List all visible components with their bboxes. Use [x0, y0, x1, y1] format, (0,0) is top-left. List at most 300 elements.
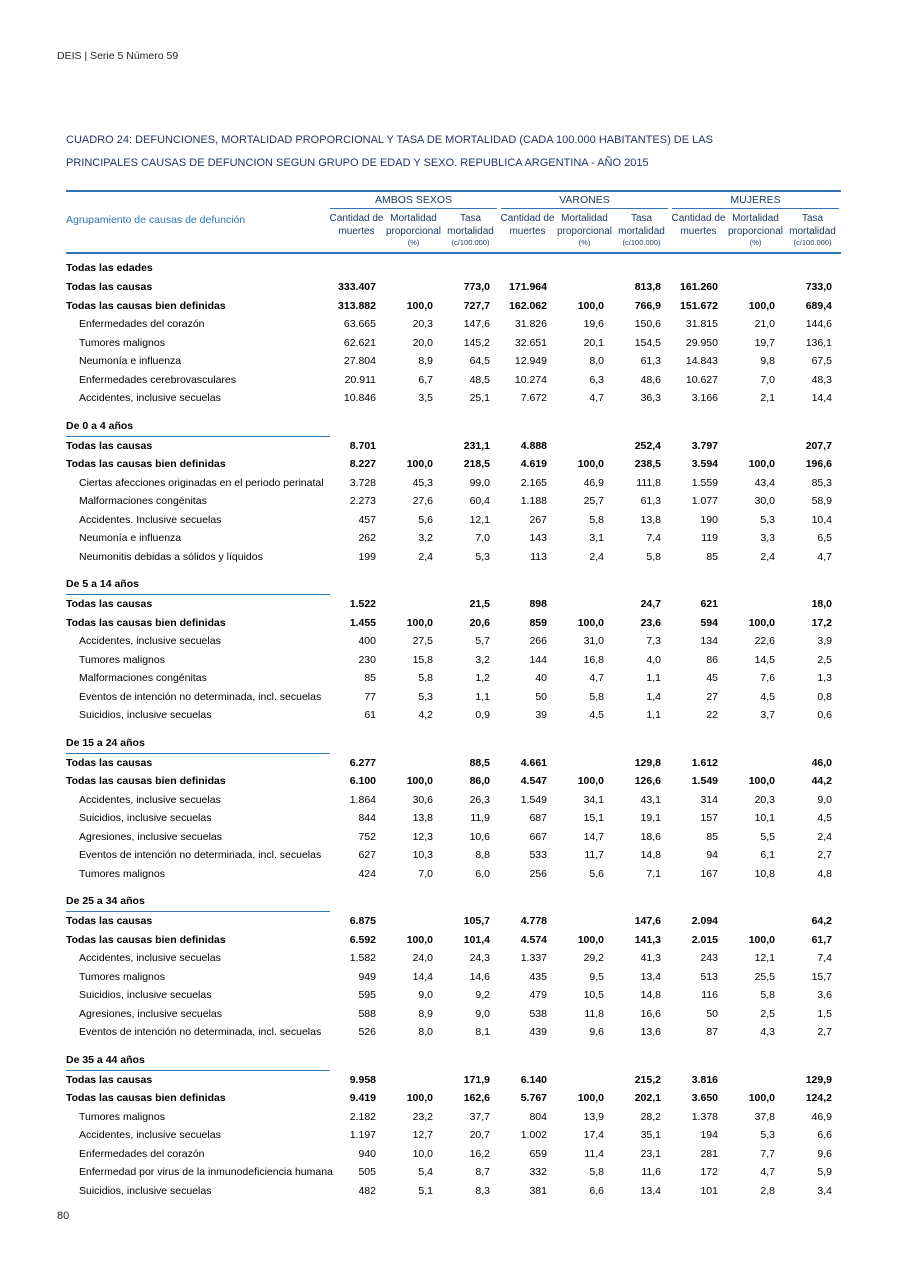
cell-value: 2,4 — [418, 550, 433, 563]
cell-value: 2,8 — [760, 1184, 775, 1197]
cell-value: 3,2 — [475, 653, 490, 666]
cell-value: 526 — [358, 1026, 376, 1039]
cell-value: 27,5 — [412, 635, 433, 648]
cell-value: 100,0 — [577, 1092, 604, 1105]
cell-value: 9,2 — [475, 989, 490, 1002]
cell-value: 14.843 — [685, 355, 718, 368]
cell-value: 256 — [529, 867, 547, 880]
cell-value: 101 — [700, 1184, 718, 1197]
cell-value: 1,5 — [817, 1007, 832, 1020]
cell-value: 482 — [358, 1184, 376, 1197]
table-title — [66, 129, 713, 175]
cell-value: 804 — [529, 1110, 547, 1123]
row-label: Suicidios, inclusive secuelas — [79, 709, 212, 722]
cell-value: 11,9 — [470, 812, 490, 825]
cell-value: 105,7 — [463, 915, 490, 928]
cell-value: 5,8 — [760, 989, 775, 1002]
cell-value: 24,0 — [412, 952, 433, 965]
cell-value: 9.419 — [349, 1092, 376, 1105]
cell-value: 161.260 — [680, 281, 718, 294]
table-row — [66, 846, 841, 865]
cell-value: 313.882 — [338, 299, 376, 312]
row-label: Enfermedades cerebrovasculares — [79, 373, 236, 386]
cell-value: 1.522 — [349, 598, 376, 611]
section-title: De 0 a 4 años — [66, 418, 330, 437]
table-row — [66, 455, 841, 474]
cell-value: 10.627 — [685, 373, 718, 386]
cell-value: 113 — [530, 550, 547, 563]
cell-value: 1,1 — [646, 672, 661, 685]
cell-value: 8,8 — [475, 849, 490, 862]
cell-value: 19,1 — [640, 812, 661, 825]
row-label: Todas las causas bien definidas — [66, 616, 226, 629]
cell-value: 40 — [535, 672, 547, 685]
cell-value: 381 — [529, 1184, 547, 1197]
cell-value: 67,5 — [811, 355, 832, 368]
row-label: Eventos de intención no determinada, incl. secuelas — [79, 690, 322, 703]
cell-value: 9,8 — [760, 355, 775, 368]
row-label: Tumores malignos — [79, 867, 165, 880]
cell-value: 61,3 — [640, 355, 661, 368]
cell-value: 25,5 — [754, 970, 775, 983]
row-label: Todas las causas — [66, 439, 153, 452]
table-row — [66, 511, 841, 530]
cell-value: 100,0 — [748, 299, 775, 312]
cell-value: 37,8 — [754, 1110, 775, 1123]
cell-value: 4,2 — [418, 709, 433, 722]
table-row — [66, 772, 841, 791]
cell-value: 20,3 — [412, 318, 433, 331]
cell-value: 147,6 — [634, 915, 661, 928]
cell-value: 15,8 — [412, 653, 433, 666]
cell-value: 14,6 — [469, 970, 490, 983]
table-row — [66, 828, 841, 847]
cell-value: 196,6 — [805, 458, 832, 471]
cell-value: 5,3 — [760, 513, 775, 526]
cell-value: 100,0 — [406, 458, 433, 471]
cell-value: 14,5 — [754, 653, 775, 666]
cell-value: 1.549 — [691, 775, 718, 788]
cell-value: 129,9 — [805, 1073, 832, 1086]
cell-value: 2,7 — [817, 849, 832, 862]
table-row — [66, 688, 841, 707]
row-label: Todas las causas — [66, 598, 153, 611]
cell-value: 8,9 — [418, 1007, 433, 1020]
table-row — [66, 809, 841, 828]
table-row — [66, 1145, 841, 1164]
cell-value: 5,7 — [475, 635, 490, 648]
row-label: Todas las causas bien definidas — [66, 1092, 226, 1105]
cell-value: 9,0 — [817, 793, 832, 806]
cell-value: 3,2 — [418, 532, 433, 545]
cell-value: 12,1 — [754, 952, 775, 965]
row-label: Malformaciones congénitas — [79, 672, 207, 685]
cell-value: 64,5 — [469, 355, 490, 368]
column-header-tasa: Tasa mortalidad (c/100.000) — [789, 213, 836, 247]
cell-value: 20.911 — [344, 373, 376, 386]
cell-value: 2,7 — [817, 1026, 832, 1039]
cell-value: 61,3 — [640, 495, 661, 508]
cell-value: 94 — [706, 849, 718, 862]
cell-value: 12,7 — [412, 1129, 433, 1142]
cell-value: 19,7 — [754, 336, 775, 349]
cell-value: 18,0 — [811, 598, 832, 611]
row-label: Accidentes, inclusive secuelas — [79, 392, 221, 405]
cell-value: 13,6 — [640, 1026, 661, 1039]
cell-value: 940 — [358, 1147, 376, 1160]
cell-value: 1,2 — [475, 672, 490, 685]
cell-value: 5,8 — [589, 1166, 604, 1179]
cell-value: 6,7 — [418, 373, 433, 386]
cell-value: 77 — [364, 690, 376, 703]
cell-value: 10,4 — [811, 513, 832, 526]
cell-value: 11,4 — [584, 1147, 604, 1160]
row-label: Enfermedad por virus de la inmunodeficiencia humana — [79, 1166, 333, 1179]
cell-value: 6.140 — [520, 1073, 547, 1086]
cell-value: 6,6 — [589, 1184, 604, 1197]
cell-value: 14,4 — [811, 392, 832, 405]
cell-value: 150,6 — [634, 318, 661, 331]
column-header-tasa: Tasa mortalidad (c/100.000) — [618, 213, 665, 247]
cell-value: 10,6 — [469, 830, 490, 843]
column-header-mortalidad-proporcional: Mortalidad proporcional (%) — [556, 213, 613, 247]
cell-value: 144 — [529, 653, 547, 666]
group-header-spacer — [66, 192, 328, 209]
cell-value: 172 — [700, 1166, 718, 1179]
cell-value: 4.619 — [520, 458, 547, 471]
row-label: Eventos de intención no determinada, incl. secuelas — [79, 1026, 322, 1039]
cell-value: 17,4 — [583, 1129, 604, 1142]
cell-value: 86 — [706, 653, 718, 666]
cell-value: 23,2 — [412, 1110, 433, 1123]
row-label: Accidentes, inclusive secuelas — [79, 793, 221, 806]
group-header-ambos-sexos: AMBOS SEXOS — [330, 192, 497, 209]
cell-value: 22,6 — [754, 635, 775, 648]
row-label: Tumores malignos — [79, 653, 165, 666]
section-title: De 15 a 24 años — [66, 735, 330, 754]
table-row — [66, 1005, 841, 1024]
cell-value: 9,0 — [418, 989, 433, 1002]
row-label: Neumonía e influenza — [79, 355, 182, 368]
section-title: De 25 a 34 años — [66, 893, 330, 912]
cell-value: 243 — [700, 952, 718, 965]
cell-value: 10,8 — [754, 867, 775, 880]
row-header-label: Agrupamiento de causas de defunción — [66, 214, 246, 226]
cell-value: 5,1 — [418, 1184, 433, 1197]
cell-value: 11,7 — [584, 849, 604, 862]
cell-value: 100,0 — [577, 299, 604, 312]
cell-value: 16,2 — [469, 1147, 490, 1160]
cell-value: 332 — [529, 1166, 547, 1179]
cell-value: 533 — [529, 849, 547, 862]
cell-value: 145,2 — [463, 336, 490, 349]
table-row — [66, 931, 841, 950]
cell-value: 143 — [529, 532, 547, 545]
cell-value: 43,1 — [640, 793, 661, 806]
row-label: Eventos de intención no determinada, incl. secuelas — [79, 849, 322, 862]
cell-value: 100,0 — [577, 616, 604, 629]
cell-value: 171,9 — [463, 1073, 490, 1086]
table-row — [66, 968, 841, 987]
cell-value: 1.864 — [349, 793, 376, 806]
cell-value: 9,6 — [817, 1147, 832, 1160]
cell-value: 5,8 — [418, 672, 433, 685]
cell-value: 88,5 — [469, 756, 490, 769]
cell-value: 151.672 — [680, 299, 718, 312]
cell-value: 157 — [700, 812, 718, 825]
cell-value: 5,8 — [589, 513, 604, 526]
cell-value: 10.274 — [514, 373, 547, 386]
table-row — [66, 595, 841, 614]
cell-value: 22 — [706, 709, 718, 722]
cell-value: 46,9 — [811, 1110, 832, 1123]
cell-value: 231,1 — [463, 439, 490, 452]
cell-value: 85 — [364, 672, 376, 685]
row-label: Suicidios, inclusive secuelas — [79, 1184, 212, 1197]
cell-value: 6.100 — [349, 775, 376, 788]
table-row — [66, 614, 841, 633]
cell-value: 4.661 — [520, 756, 547, 769]
cell-value: 124,2 — [805, 1092, 832, 1105]
cell-value: 513 — [700, 970, 718, 983]
cell-value: 7,0 — [760, 373, 775, 386]
cell-value: 4,5 — [589, 709, 604, 722]
cell-value: 252,4 — [634, 439, 661, 452]
cell-value: 100,0 — [748, 775, 775, 788]
cell-value: 27,6 — [412, 495, 433, 508]
cell-value: 215,2 — [634, 1073, 661, 1086]
cell-value: 50 — [535, 690, 547, 703]
section-title: De 35 a 44 años — [66, 1052, 330, 1071]
cell-value: 15,1 — [583, 812, 604, 825]
cell-value: 11,8 — [584, 1007, 604, 1020]
cell-value: 194 — [700, 1129, 718, 1142]
cell-value: 63.665 — [343, 318, 376, 331]
cell-value: 2,4 — [589, 550, 604, 563]
table-row — [66, 437, 841, 456]
cell-value: 46,9 — [583, 476, 604, 489]
cell-value: 18,6 — [640, 830, 661, 843]
cell-value: 13,9 — [583, 1110, 604, 1123]
row-label: Todas las causas — [66, 281, 153, 294]
cell-value: 4.574 — [520, 933, 547, 946]
table-row — [66, 706, 841, 725]
cell-value: 17,2 — [811, 616, 832, 629]
cell-value: 627 — [358, 849, 376, 862]
row-label: Accidentes, inclusive secuelas — [79, 1129, 221, 1142]
table-row — [66, 1023, 841, 1042]
cell-value: 1.188 — [520, 495, 547, 508]
cell-value: 87 — [706, 1026, 718, 1039]
cell-value: 5,8 — [646, 550, 661, 563]
cell-value: 8,0 — [418, 1026, 433, 1039]
cell-value: 1.077 — [691, 495, 718, 508]
cell-value: 21,5 — [469, 598, 490, 611]
cell-value: 1.582 — [349, 952, 376, 965]
cell-value: 10,3 — [412, 849, 433, 862]
cell-value: 2,4 — [817, 830, 832, 843]
cell-value: 733,0 — [805, 281, 832, 294]
cell-value: 3,6 — [817, 989, 832, 1002]
cell-value: 20,7 — [469, 1129, 490, 1142]
cell-value: 58,9 — [811, 495, 832, 508]
cell-value: 333.407 — [338, 281, 376, 294]
cell-value: 100,0 — [577, 458, 604, 471]
table-row — [66, 1182, 841, 1201]
cell-value: 4.778 — [520, 915, 547, 928]
cell-value: 8,1 — [475, 1026, 490, 1039]
row-label: Tumores malignos — [79, 1110, 165, 1123]
cell-value: 167 — [700, 867, 718, 880]
table-row — [66, 1089, 841, 1108]
table-body — [66, 254, 841, 1200]
cell-value: 218,5 — [463, 458, 490, 471]
cell-value: 1.455 — [349, 616, 376, 629]
cell-value: 48,3 — [811, 373, 832, 386]
cell-value: 898 — [529, 598, 547, 611]
cell-value: 14,8 — [640, 989, 661, 1002]
cell-value: 4.888 — [520, 439, 547, 452]
table-row — [66, 492, 841, 511]
cell-value: 3.650 — [691, 1092, 718, 1105]
cell-value: 86,0 — [469, 775, 490, 788]
cell-value: 1.002 — [520, 1129, 547, 1142]
cell-value: 2,5 — [760, 1007, 775, 1020]
cell-value: 2,5 — [817, 653, 832, 666]
row-label: Todas las causas — [66, 1073, 153, 1086]
cell-value: 1.197 — [349, 1129, 376, 1142]
cell-value: 136,1 — [805, 336, 832, 349]
table-row — [66, 949, 841, 968]
cell-value: 119 — [701, 532, 718, 545]
table-column-header-row — [66, 209, 841, 254]
cell-value: 14,7 — [583, 830, 604, 843]
cell-value: 15,7 — [811, 970, 832, 983]
cell-value: 6,5 — [817, 532, 832, 545]
cell-value: 435 — [529, 970, 547, 983]
cell-value: 12,1 — [469, 513, 490, 526]
cell-value: 4,0 — [646, 653, 661, 666]
row-label: Ciertas afecciones originadas en el periodo perinatal — [79, 476, 324, 489]
table-row — [66, 548, 841, 567]
cell-value: 400 — [358, 635, 376, 648]
cell-value: 659 — [529, 1147, 547, 1160]
cell-value: 162.062 — [509, 299, 547, 312]
cell-value: 100,0 — [406, 775, 433, 788]
row-label: Neumonía e influenza — [79, 532, 182, 545]
cell-value: 85 — [706, 550, 718, 563]
row-label: Tumores malignos — [79, 970, 165, 983]
cell-value: 190 — [700, 513, 718, 526]
cell-value: 3.816 — [691, 1073, 718, 1086]
cell-value: 3,1 — [589, 532, 604, 545]
cell-value: 85 — [706, 830, 718, 843]
group-header-varones: VARONES — [501, 192, 668, 209]
cell-value: 4.547 — [520, 775, 547, 788]
page-number: 80 — [57, 1210, 70, 1222]
cell-value: 3,3 — [760, 532, 775, 545]
table-row — [66, 1126, 841, 1145]
cell-value: 85,3 — [811, 476, 832, 489]
cell-value: 9,6 — [589, 1026, 604, 1039]
cell-value: 30,6 — [412, 793, 433, 806]
cell-value: 4,7 — [589, 392, 604, 405]
cell-value: 1.559 — [691, 476, 718, 489]
cell-value: 4,5 — [817, 812, 832, 825]
table-row — [66, 651, 841, 670]
section-title: De 5 a 14 años — [66, 576, 330, 595]
table-row — [66, 632, 841, 651]
cell-value: 144,6 — [805, 318, 832, 331]
cell-value: 10.846 — [343, 392, 376, 405]
cell-value: 687 — [529, 812, 547, 825]
row-label: Neumonitis debidas a sólidos y líquidos — [79, 550, 263, 563]
row-label: Todas las causas — [66, 756, 153, 769]
cell-value: 1,4 — [646, 690, 661, 703]
cell-value: 43,4 — [754, 476, 775, 489]
cell-value: 267 — [529, 513, 547, 526]
cell-value: 20,0 — [412, 336, 433, 349]
cell-value: 26,3 — [469, 793, 490, 806]
cell-value: 29,2 — [583, 952, 604, 965]
cell-value: 859 — [529, 616, 547, 629]
cell-value: 4,5 — [760, 690, 775, 703]
cell-value: 27.804 — [343, 355, 376, 368]
cell-value: 100,0 — [406, 1092, 433, 1105]
cell-value: 6.592 — [349, 933, 376, 946]
column-header-cantidad: Cantidad de muertes — [671, 213, 726, 237]
cell-value: 6,1 — [760, 849, 775, 862]
cell-value: 621 — [700, 598, 718, 611]
cell-value: 8,7 — [475, 1166, 490, 1179]
table-row — [66, 334, 841, 353]
cell-value: 594 — [700, 616, 718, 629]
cell-value: 19,6 — [583, 318, 604, 331]
cell-value: 100,0 — [748, 616, 775, 629]
cell-value: 1,3 — [817, 672, 832, 685]
cell-value: 62.621 — [343, 336, 376, 349]
cell-value: 35,1 — [640, 1129, 661, 1142]
cell-value: 126,6 — [634, 775, 661, 788]
column-header-cantidad: Cantidad de muertes — [329, 213, 384, 237]
cell-value: 0,8 — [817, 690, 832, 703]
cell-value: 8,3 — [475, 1184, 490, 1197]
cell-value: 23,6 — [640, 616, 661, 629]
cell-value: 100,0 — [406, 299, 433, 312]
cell-value: 111,8 — [636, 476, 661, 489]
table-row — [66, 791, 841, 810]
cell-value: 50 — [706, 1007, 718, 1020]
cell-value: 100,0 — [406, 616, 433, 629]
cell-value: 101,4 — [463, 933, 490, 946]
cell-value: 813,8 — [634, 281, 661, 294]
cell-value: 100,0 — [406, 933, 433, 946]
cell-value: 9,0 — [475, 1007, 490, 1020]
cell-value: 61 — [364, 709, 376, 722]
cell-value: 5,5 — [760, 830, 775, 843]
mortality-table — [66, 190, 841, 1200]
cell-value: 12.949 — [514, 355, 547, 368]
cell-value: 171.964 — [509, 281, 547, 294]
cell-value: 207,7 — [805, 439, 832, 452]
cell-value: 230 — [358, 653, 376, 666]
row-label: Agresiones, inclusive secuelas — [79, 1007, 222, 1020]
cell-value: 667 — [529, 830, 547, 843]
table-title-line2: PRINCIPALES CAUSAS DE DEFUNCION SEGUN GRUPO DE EDAD Y SEXO. REPUBLICA ARGENTINA - AÑO 2015 — [66, 157, 649, 169]
cell-value: 100,0 — [748, 933, 775, 946]
cell-value: 314 — [700, 793, 718, 806]
cell-value: 505 — [358, 1166, 376, 1179]
